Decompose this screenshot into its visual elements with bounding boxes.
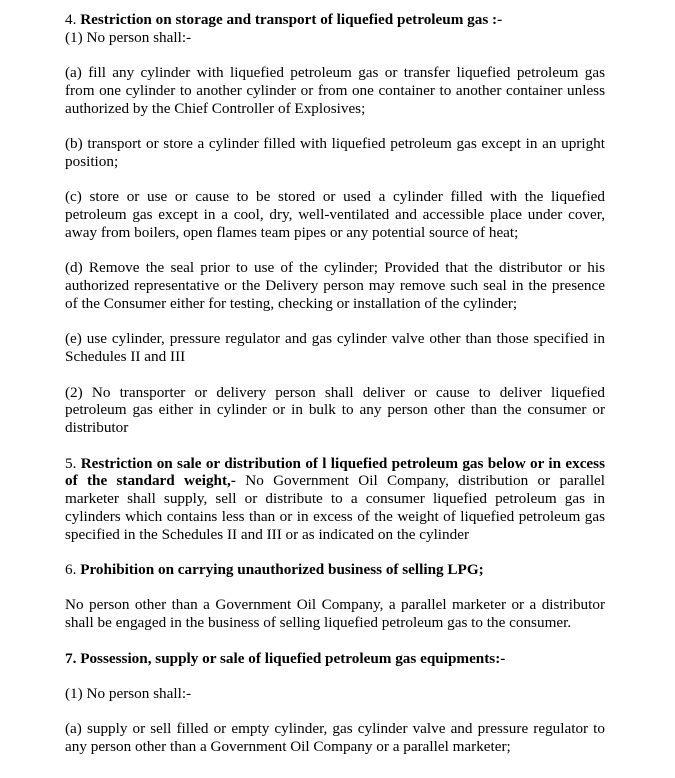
section-4-item-e: (e) use cylinder, pressure regulator and gas cylinder valve other than those specified in Schedules II and III <box>65 330 605 366</box>
section-7-item-a: (a) supply or sell filled or empty cylinder, gas cylinder valve and pressure regulator to any person other than a Government Oil Company or a parallel marketer; <box>65 720 605 756</box>
section-4-item-d: (d) Remove the seal prior to use of the cylinder; Provided that the distributor or his authorized representative or the Delivery person may remove such seal in the presence of the Consumer either for testing, checking or installation of the cylinder; <box>65 259 605 312</box>
section-4-intro: (1) No person shall:- <box>65 28 192 46</box>
section-5-paragraph <box>65 455 605 544</box>
section-4-clause-2: (2) No transporter or delivery person shall deliver or cause to deliver liquefied petroleum gas either in cylinder or in bulk to any person other than the consumer or distributor <box>65 383 605 437</box>
section-4-heading <box>65 11 605 29</box>
section-6-number: 6. <box>65 561 77 579</box>
section-7-title: 7. Possession, supply or sale of liquefied petroleum gas equipments:- <box>65 649 506 667</box>
section-7-intro: (1) No person shall:- <box>65 685 192 703</box>
section-4-title: Restriction on storage and transport of liquefied petroleum gas :- <box>80 11 503 28</box>
section-5-title: Restriction on sale or distribution of l liquefied petroleum gas below or in excess of the standard weight,- <box>65 454 605 490</box>
section-7-heading <box>65 650 605 668</box>
section-5-body: No Government Oil Company, distribution or parallel marketer shall supply, sell or distribute to a consumer liquefied petroleum gas in cylinders which contains less than or in excess of the weight of liquefied petroleum gas specified in the Schedules II and III or as indicated on the cylinder <box>65 472 605 543</box>
section-4-item-a: (a) fill any cylinder with liquefied petroleum gas or transfer liquefied petroleum gas from one cylinder to another cylinder or from one container to another container unless authorized by the Chief Controller of Explosives; <box>65 64 605 117</box>
section-6-heading <box>65 561 605 579</box>
section-6-body: No person other than a Government Oil Company, a parallel marketer or a distributor shall be engaged in the business of selling liquefied petroleum gas to the consumer. <box>65 596 605 632</box>
section-4-item-b: (b) transport or store a cylinder filled with liquefied petroleum gas except in an upright position; <box>65 135 605 170</box>
section-4-item-c: (c) store or use or cause to be stored or used a cylinder filled with the liquefied petroleum gas except in a cool, dry, well-ventilated and accessible place under cover, away from boilers, open flames team pipes or any potential source of heat; <box>65 188 605 241</box>
section-4-number: 4. <box>65 11 77 28</box>
section-5-number: 5. <box>65 454 77 472</box>
section-6-title: Prohibition on carrying unauthorized business of selling LPG; <box>80 561 484 579</box>
